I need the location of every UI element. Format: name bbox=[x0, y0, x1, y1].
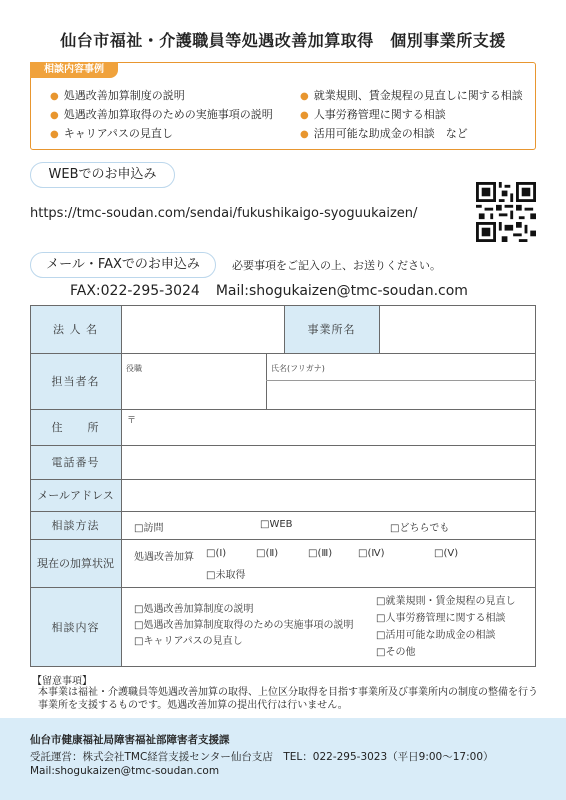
content-checkbox[interactable]: □その他 bbox=[376, 647, 416, 658]
page-title: 仙台市福祉・介護職員等処遇改善加算取得 個別事業所支援 bbox=[60, 31, 506, 50]
email-field[interactable] bbox=[121, 479, 536, 511]
case-item: ● 人事労務管理に関する相談 bbox=[300, 108, 446, 121]
grid-line bbox=[30, 666, 536, 667]
mail-fax-note: 必要事項をご記入の上、お送りください。 bbox=[232, 259, 441, 272]
office-name-field[interactable] bbox=[379, 305, 536, 353]
notes-heading: 【留意事項】 bbox=[32, 676, 92, 687]
grid-line bbox=[379, 305, 380, 353]
address-field[interactable] bbox=[121, 409, 536, 445]
footer bbox=[0, 718, 566, 800]
grid-line bbox=[30, 511, 536, 512]
status-5-checkbox[interactable]: □(Ⅴ) bbox=[434, 548, 459, 559]
grid-line bbox=[266, 380, 536, 381]
case-item: ● キャリアパスの見直し bbox=[50, 127, 173, 140]
qr-code-icon bbox=[476, 182, 536, 242]
status-4-checkbox[interactable]: □(Ⅳ) bbox=[358, 548, 385, 559]
bullet-icon: ● bbox=[300, 91, 309, 102]
web-application-label: WEBでのお申込み bbox=[30, 162, 175, 188]
grid-line bbox=[30, 409, 536, 410]
grid-line bbox=[30, 479, 536, 480]
bullet-icon: ● bbox=[50, 110, 59, 121]
content-checkbox[interactable]: □活用可能な助成金の相談 bbox=[376, 630, 496, 641]
footer-contractor: 受託運営：株式会社TMC経営支援センター仙台支店 TEL：022-295-3023（平日9:00～17:00） bbox=[30, 751, 494, 763]
application-form bbox=[30, 305, 536, 667]
grid-line bbox=[121, 305, 122, 667]
fax-number: FAX:022-295-3024 bbox=[70, 283, 200, 299]
corp-name-field[interactable] bbox=[121, 305, 284, 353]
address-label: 住 所 bbox=[30, 409, 121, 445]
mail-fax-application-label: メール・FAXでのお申込み bbox=[30, 252, 216, 278]
email-label: メールアドレス bbox=[30, 479, 121, 511]
method-visit-checkbox[interactable]: □訪問 bbox=[134, 523, 164, 534]
contact-line bbox=[70, 283, 484, 299]
case-item: ● 処遇改善加算取得のための実施事項の説明 bbox=[50, 108, 273, 121]
content-checkbox[interactable]: □就業規則・賃金規程の見直し bbox=[376, 596, 516, 607]
footer-org: 仙台市健康福祉局障害福祉部障害者支援課 bbox=[30, 734, 230, 746]
notes-body: 本事業は福祉・介護職員等処遇改善加算の取得、上位区分取得を目指す事業所及び事業所内の制度の整備を行う事業所を支援するものです。処遇改善加算の提出代行は行いません。 bbox=[38, 687, 538, 711]
grid-line bbox=[284, 305, 285, 353]
grid-line bbox=[30, 305, 536, 306]
corp-name-label: 法 人 名 bbox=[30, 305, 121, 353]
grid-line bbox=[30, 539, 536, 540]
footer-mail-link[interactable]: Mail:shogukaizen@tmc-soudan.com bbox=[30, 765, 220, 777]
bullet-icon: ● bbox=[50, 129, 59, 140]
method-either-checkbox[interactable]: □どちらでも bbox=[390, 523, 450, 534]
method-label: 相談方法 bbox=[30, 511, 121, 539]
case-item: ● 就業規則、賃金規程の見直しに関する相談 bbox=[300, 89, 523, 102]
status-none-checkbox[interactable]: □未取得 bbox=[206, 570, 246, 581]
position-caption: 役職 bbox=[126, 364, 142, 373]
status-prefix: 処遇改善加算 bbox=[134, 552, 194, 563]
grid-line bbox=[30, 305, 31, 667]
grid-line bbox=[266, 353, 267, 409]
grid-line bbox=[30, 353, 536, 354]
mail-address[interactable]: Mail:shogukaizen@tmc-soudan.com bbox=[215, 283, 468, 299]
content-checkbox[interactable]: □処遇改善加算制度取得のための実施事項の説明 bbox=[134, 620, 354, 631]
bullet-icon: ● bbox=[50, 91, 59, 102]
phone-field[interactable] bbox=[121, 445, 536, 479]
name-field[interactable] bbox=[266, 353, 536, 409]
status-2-checkbox[interactable]: □(Ⅱ) bbox=[256, 548, 279, 559]
postal-mark: 〒 bbox=[127, 416, 137, 426]
bullet-icon: ● bbox=[300, 110, 309, 121]
position-field[interactable] bbox=[121, 353, 266, 409]
grid-line bbox=[30, 445, 536, 446]
bullet-icon: ● bbox=[300, 129, 309, 140]
consultation-examples-tag: 相談内容事例 bbox=[30, 62, 118, 78]
application-url-link[interactable]: https://tmc-soudan.com/sendai/fukushikaigo-syoguukaizen/ bbox=[30, 206, 418, 221]
office-name-label: 事業所名 bbox=[284, 305, 379, 353]
content-checkbox[interactable]: □人事労務管理に関する相談 bbox=[376, 613, 506, 624]
content-checkbox[interactable]: □処遇改善加算制度の説明 bbox=[134, 604, 254, 615]
case-item: ● 処遇改善加算制度の説明 bbox=[50, 89, 185, 102]
content-label: 相談内容 bbox=[30, 587, 121, 667]
person-label: 担当者名 bbox=[30, 353, 121, 409]
status-3-checkbox[interactable]: □(Ⅲ) bbox=[308, 548, 333, 559]
phone-label: 電話番号 bbox=[30, 445, 121, 479]
status-1-checkbox[interactable]: □(Ⅰ) bbox=[206, 548, 227, 559]
status-label: 現在の加算状況 bbox=[30, 539, 121, 587]
content-checkbox[interactable]: □キャリアパスの見直し bbox=[134, 636, 243, 647]
grid-line bbox=[535, 305, 536, 667]
grid-line bbox=[30, 587, 536, 588]
name-kana-caption: 氏名(フリガナ) bbox=[271, 364, 325, 373]
method-web-checkbox[interactable]: □WEB bbox=[260, 519, 293, 530]
case-item: ● 活用可能な助成金の相談 など bbox=[300, 127, 468, 140]
